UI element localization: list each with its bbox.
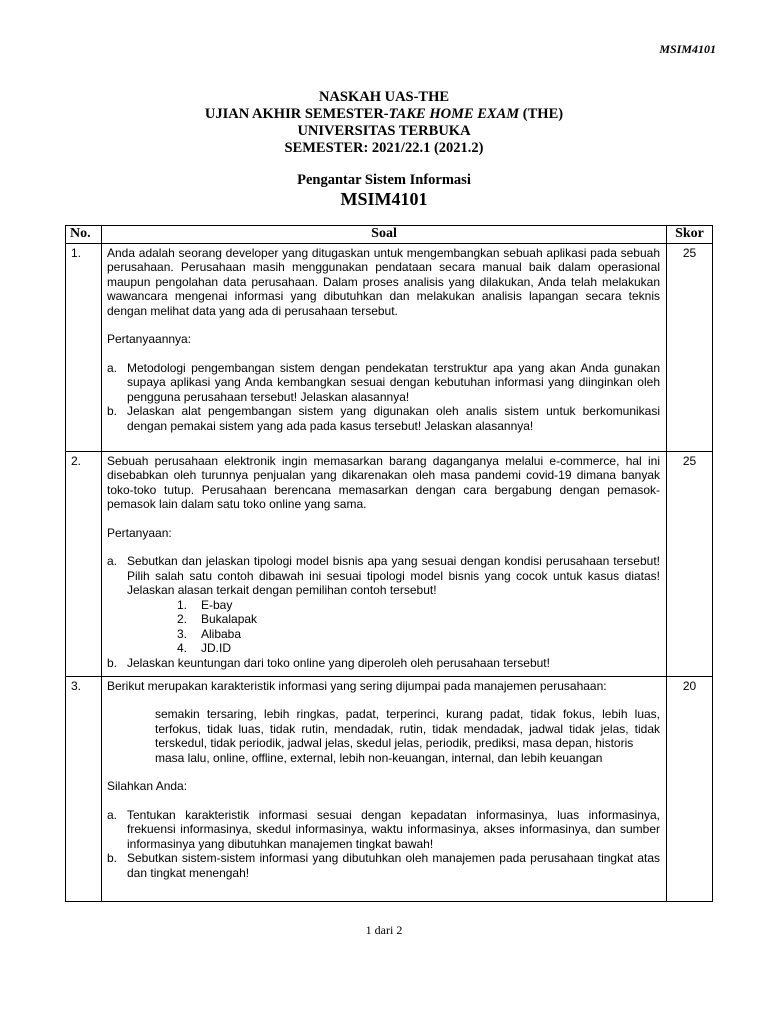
- subject-name: Pengantar Sistem Informasi: [297, 172, 471, 188]
- header-no: No.: [66, 226, 102, 244]
- sub-question: [107, 851, 660, 880]
- question-number: 3.: [66, 676, 102, 901]
- question-intro: Sebuah perusahaan elektronik ingin memasarkan barang daganganya melalui e-commerce, hal ini disebabkan oleh turunnya penjualan yang dikarenakan oleh masa pandemi covid-19 dimana banyak toko-toko tutup. Perusahaan berencana memasarkan dengan cara bergabung dengan pemasok-pemasok lain dalam satu toko online yang sama.: [107, 453, 660, 511]
- header-skor: Skor: [667, 226, 713, 244]
- option-item: [107, 641, 660, 656]
- question-number: 2.: [66, 451, 102, 676]
- question-text: [102, 451, 667, 676]
- option-item: [107, 598, 660, 613]
- option-text: E-bay: [201, 597, 233, 612]
- option-text: Alibaba: [201, 626, 242, 641]
- table-row: [66, 451, 713, 676]
- university-name: UNIVERSITAS TERBUKA: [297, 123, 471, 139]
- question-prompt: Pertanyaan:: [107, 525, 172, 540]
- option-number: 2.: [177, 612, 188, 626]
- option-number: 4.: [177, 641, 188, 655]
- option-text: Bukalapak: [201, 612, 258, 626]
- question-prompt: Silahkan Anda:: [107, 779, 188, 793]
- exam-title: NASKAH UAS-THE: [318, 89, 450, 105]
- sub-question-label: a.: [107, 554, 118, 568]
- subject-code: MSIM4101: [340, 189, 428, 209]
- sub-question-text: Jelaskan alat pengembangan sistem yang digunakan oleh analis sistem untuk berkomunikasi dengan pemakai sistem yang ada pada kasus tersebut! Jelaskan alasannya!: [127, 404, 660, 433]
- question-score: 20: [667, 676, 713, 901]
- question-text: [102, 676, 667, 901]
- sub-question-label: b.: [107, 851, 118, 865]
- option-item: [107, 627, 660, 642]
- sub-question-label: b.: [107, 404, 118, 418]
- exam-subtitle-italic: TAKE HOME EXAM: [388, 106, 520, 122]
- sub-question-label: a.: [107, 360, 118, 375]
- sub-question: [107, 404, 660, 433]
- table-row: [66, 676, 713, 901]
- exam-subtitle-suffix: (THE): [519, 106, 564, 122]
- option-number: 3.: [177, 626, 188, 641]
- option-number: 1.: [177, 597, 188, 612]
- exam-questions-table: [65, 225, 713, 902]
- sub-question: [107, 554, 660, 598]
- sub-question-text: Jelaskan keuntungan dari toko online yang diperoleh oleh perusahaan tersebut!: [127, 655, 550, 670]
- table-row: [66, 243, 713, 451]
- course-code-header: MSIM4101: [659, 42, 716, 56]
- question-score: 25: [667, 243, 713, 451]
- exam-subtitle: [0, 106, 768, 123]
- table-header-row: [66, 226, 713, 244]
- exam-subtitle-prefix: UJIAN AKHIR SEMESTER-: [204, 106, 389, 122]
- sub-question-text: Tentukan karakteristik informasi sesuai dengan kepadatan informasinya, luas informasinya, frekuensi informasinya, skedul informasinya, waktu informasinya, akses informasinya, dan sumber informasinya yang dibutuhkan manajemen tingkat bawah!: [127, 807, 660, 851]
- option-item: [107, 612, 660, 627]
- sub-question: [107, 361, 660, 405]
- option-text: JD.ID: [201, 641, 231, 655]
- sub-question-label: b.: [107, 655, 118, 670]
- characteristics-list: masa lalu, online, offline, external, lebih non-keuangan, internal, dan lebih keuangan: [155, 750, 603, 765]
- header-soal: Soal: [102, 226, 667, 244]
- question-prompt: Pertanyaannya:: [107, 332, 192, 346]
- question-score: 25: [667, 451, 713, 676]
- question-number: 1.: [66, 243, 102, 451]
- sub-question-label: a.: [107, 807, 118, 822]
- sub-question-text: Sebutkan dan jelaskan tipologi model bisnis apa yang sesuai dengan kondisi perusahaan tersebut! Pilih salah satu contoh dibawah ini sesuai tipologi model bisnis yang cocok untuk kasus diatas! Jelaskan alasan terkait dengan pemilihan contoh tersebut!: [127, 554, 660, 597]
- characteristics-list: semakin tersaring, lebih ringkas, padat, terperinci, kurang padat, tidak fokus, lebih luas, terfokus, tidak luas, tidak rutin, mendadak, rutin, tidak mendadak, jadwal tidak jelas, tidak terskedul, tidak periodik, jadwal jelas, skedul jelas, periodik, prediksi, masa depan, historis: [155, 707, 660, 750]
- sub-question-text: Metodologi pengembangan sistem dengan pendekatan terstruktur apa yang akan Anda gunakan supaya aplikasi yang Anda kembangkan sesuai dengan kebutuhan informasi yang diinginkan oleh pengguna perusahaan tersebut! Jelaskan alasannya!: [127, 360, 660, 404]
- question-intro: Berikut merupakan karakteristik informasi yang sering dijumpai pada manajemen perusahaan:: [107, 678, 607, 693]
- sub-question: [107, 808, 660, 852]
- question-intro: Anda adalah seorang developer yang ditugaskan untuk mengembangkan sebuah aplikasi pada sebuah perusahaan. Perusahaan masih menggunakan pendataan secara manual baik dalam operasional maupun pengolahan data perusahaan. Dalam proses analisis yang dilakukan, Anda telah melakukan wawancara mengenai informasi yang dibutuhkan dan melakukan analisis lapangan secara teknis dengan melihat data yang ada di perusahaan tersebut.: [107, 245, 660, 318]
- question-text: [102, 243, 667, 451]
- page-number: 1 dari 2: [365, 923, 403, 937]
- sub-question-text: Sebutkan sistem-sistem informasi yang dibutuhkan oleh manajemen pada perusahaan tingkat atas dan tingkat menengah!: [127, 851, 660, 880]
- sub-question: [107, 656, 660, 671]
- semester-label: SEMESTER: 2021/22.1 (2021.2): [284, 140, 484, 156]
